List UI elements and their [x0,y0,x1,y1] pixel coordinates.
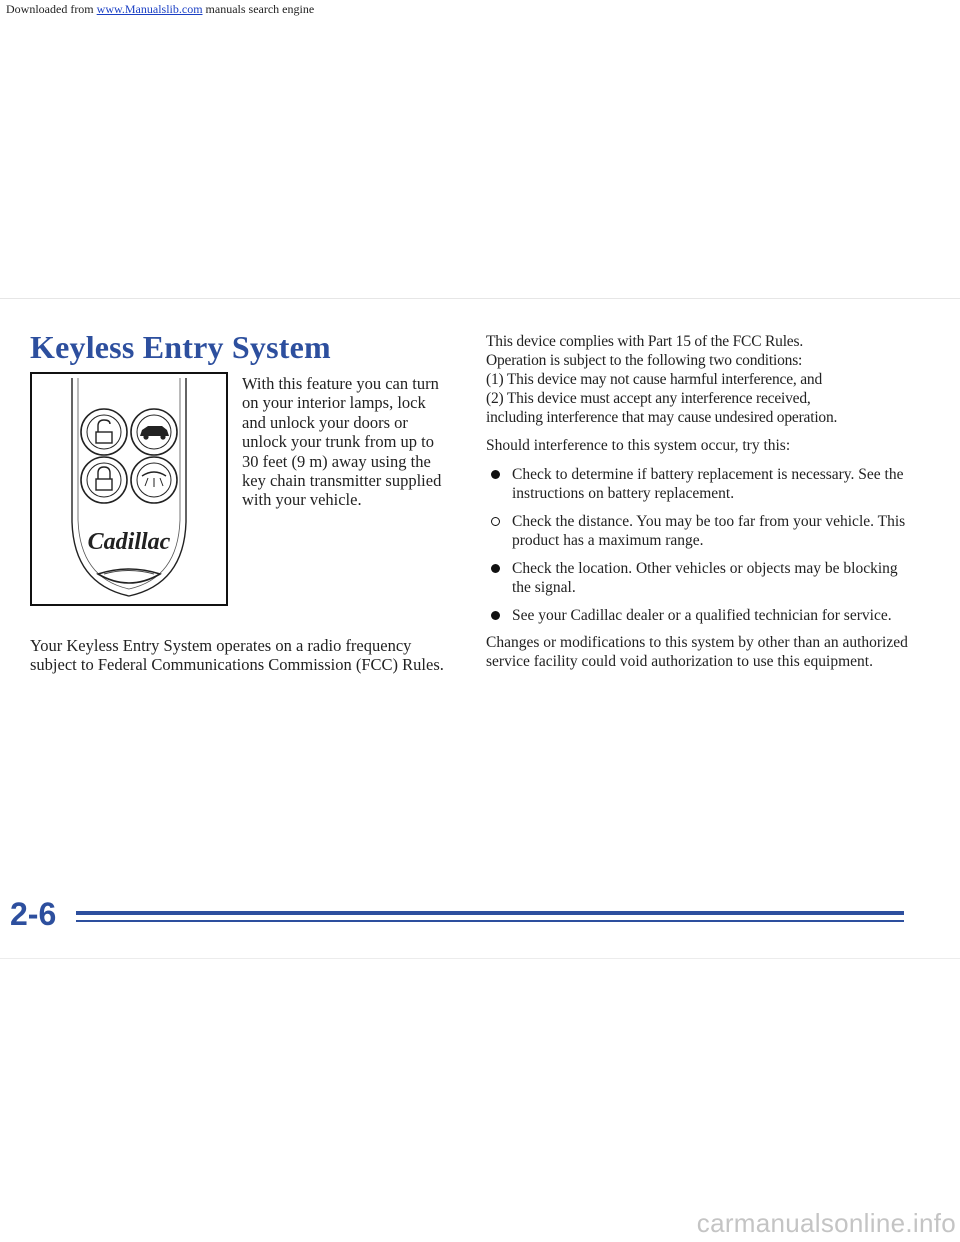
list-item-text: See your Cadillac dealer or a qualified technician for service. [512,607,892,624]
list-item-text: Check the distance. You may be too far from your vehicle. This product has a maximum range. [512,513,906,549]
intro-paragraph: With this feature you can turn on your interior lamps, lock and unlock your doors or unlock your trunk from up to 30 feet (9 m) away using the key chain transmitter supplied with your vehicle. [242,374,442,510]
fcc-radio-paragraph: Your Keyless Entry System operates on a radio frequency subject to Federal Communications Commission (FCC) Rules. [30,636,444,675]
footer-rule-thick [76,911,904,915]
bullet-icon [491,517,500,526]
troubleshooting-list [486,465,916,625]
interior-lamp-icon [131,457,177,503]
unlock-icon [81,409,127,455]
page-bottom-divider [0,958,960,959]
watermark-text: carmanualsonline.info [696,1208,956,1238]
download-header [6,2,314,17]
list-item-text: Check to determine if battery replacement is necessary. See the instructions on battery replacement. [512,466,904,502]
bullet-icon [491,564,500,573]
list-item [486,559,916,597]
manualslib-link[interactable]: www.Manualslib.com [96,2,203,16]
fcc-line: (1) This device may not cause harmful interference, and [486,371,823,388]
list-item-text: Check the location. Other vehicles or objects may be blocking the signal. [512,560,898,596]
list-item [486,512,916,550]
car-lock-icon [131,409,177,455]
lock-icon [81,457,127,503]
fcc-line: (2) This device must accept any interference received, [486,390,811,407]
fcc-compliance-paragraph [486,332,916,427]
bullet-icon [491,611,500,620]
page-top-divider [0,298,960,299]
fcc-line: This device complies with Part 15 of the FCC Rules. [486,333,803,350]
list-item [486,606,916,625]
interference-instruction: Should interference to this system occur, try this: [486,437,791,454]
fcc-line: including interference that may cause undesired operation. [486,409,838,426]
page-number: 2-6 [10,896,57,932]
cadillac-logo-text: Cadillac [87,529,171,555]
key-fob-illustration [32,374,226,604]
key-fob-figure [30,372,228,606]
footer-rule-thin [76,920,904,922]
right-column [486,332,916,671]
bullet-icon [491,470,500,479]
list-item [486,465,916,503]
fcc-line: Operation is subject to the following two conditions: [486,352,803,369]
download-header-suffix: manuals search engine [202,2,315,16]
section-title: Keyless Entry System [30,329,331,365]
modifications-paragraph: Changes or modifications to this system by other than an authorized service facility could void authorization to use this equipment. [486,634,908,670]
download-header-prefix: Downloaded from [6,2,97,16]
